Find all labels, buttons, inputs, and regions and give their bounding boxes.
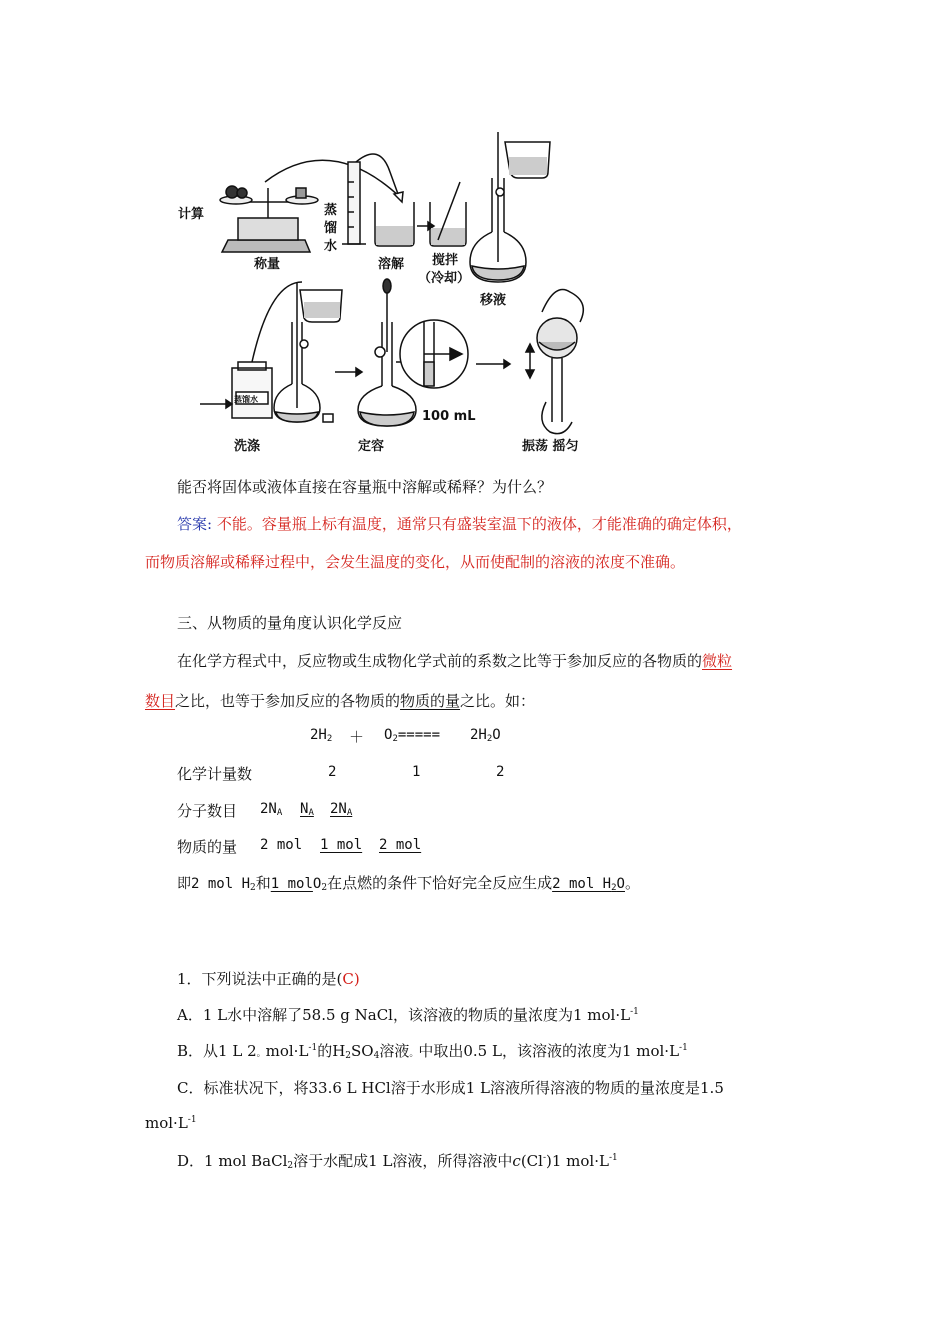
q1-option-c-line2: $mol\cdot L^{-1}$ (145, 1114, 197, 1132)
answer-line-2: 而物质溶解或稀释过程中，会发生温度的变化，从而使配制的溶液的浓度不准确。 (145, 553, 686, 571)
row-amount-c: 2 mol (379, 837, 422, 853)
paragraph-text-1a: 在化学方程式中，反应物或生成物化学式前的系数之比等于参加反应的各物质的 (177, 652, 703, 670)
blank-wuzhideliang: 物质的量 (400, 692, 461, 710)
summary-blank-2: 2 mol $H_2O$ (552, 876, 625, 893)
answer-label: 答案 (177, 515, 208, 533)
label-shake: 振荡 摇匀 (522, 439, 579, 454)
label-cool: （冷却） (418, 271, 471, 286)
answer-text-1: 不能。容量瓶上标有温度，通常只有盛装室温下的液体，才能准确的确定体积， (216, 515, 742, 533)
blank-shumu: 数目 (145, 692, 176, 710)
row-amount-label: 物质的量 (177, 838, 238, 856)
volumetric-flask-wash-drawing (274, 282, 342, 422)
label-transfer: 移液 (480, 293, 507, 308)
paragraph-line-1 (177, 650, 732, 671)
row-coef-c: 2 (496, 764, 505, 780)
section-title: 三、从物质的量角度认识化学反应 (177, 614, 403, 632)
label-water-3: 水 (324, 239, 338, 254)
row-mol-a: $2N_A$ (260, 801, 283, 818)
q1-option-a: A．1 L水中溶解了58.5 g NaCl，该溶液的物质的量浓度为1 $mol\cdot L^{-1}$ (177, 1006, 639, 1024)
shaking-flask-drawing (526, 290, 583, 434)
label-volume: 100 mL (422, 409, 476, 424)
equation-h2: $2H_2$ (310, 727, 333, 744)
label-bottle: 蒸馏水 (234, 395, 258, 404)
row-coef-b: 1 (412, 764, 421, 780)
label-stir: 搅拌 (432, 253, 459, 268)
equation-o2-arrow: $O_2=====$ (384, 727, 441, 744)
row-coef-a: 2 (328, 764, 337, 780)
row-mol-label: 分子数目 (177, 802, 238, 820)
blank-weili: 微粒 (702, 652, 733, 670)
meniscus-zoom-drawing (400, 320, 468, 388)
paragraph-text-2d: 之比。如： (460, 692, 536, 710)
paragraph-text-2b: 之比，也等于参加反应的各物质的 (175, 692, 401, 710)
q1-answer: C (342, 970, 354, 988)
solution-preparation-figure (170, 122, 630, 464)
row-coef-label: 化学计量数 (177, 765, 253, 783)
q1-option-c-line1: C．标准状况下，将33.6 L HCl溶于水形成1 L溶液所得溶液的物质的量浓度是1.5 (177, 1079, 724, 1097)
question-text: 能否将固体或液体直接在容量瓶中溶解或稀释？为什么？ (177, 478, 553, 496)
row-mol-b: $N_A$ (300, 801, 314, 818)
paragraph-line-2 (145, 690, 535, 711)
volumetric-flask-transfer-drawing (470, 132, 550, 282)
equation-plus: ＋ (349, 728, 365, 746)
answer-line-1 (177, 513, 742, 534)
answer-colon: : (207, 515, 217, 533)
q1-stem: 1．下列说法中正确的是(C) (177, 970, 360, 988)
beaker-stir-drawing (430, 182, 466, 246)
row-amount-b: 1 mol (320, 837, 363, 853)
label-wash: 洗涤 (234, 439, 261, 454)
summary-line: 即2 mol $H_2$和1 molO$_2$在点燃的条件下恰好完全反应生成2 mol $H_2O$。 (177, 874, 640, 893)
equation-h2o: $2H_2O$ (470, 727, 501, 744)
label-calc: 计算 (178, 207, 205, 222)
q1-option-d: D．1 mol BaCl$_2$溶于水配成1 L溶液，所得溶液中c(Cl-)1 $mol\cdot L^{-1}$ (177, 1152, 618, 1171)
label-water-1: 蒸 (324, 203, 338, 218)
balance-drawing (220, 186, 318, 252)
label-weigh: 称量 (254, 257, 281, 272)
label-water-2: 馏 (324, 221, 338, 236)
row-mol-c: $2N_A$ (330, 801, 353, 818)
beaker-dissolve-drawing (375, 202, 414, 246)
label-fix: 定容 (358, 439, 385, 454)
summary-blank-1: 1 mol (270, 876, 313, 892)
row-amount-a: 2 mol (260, 837, 303, 853)
q1-option-b: B．从1 L 2。$mol\cdot L^{-1}$的$H_2SO_4$溶液。中取出0.5 L，该溶液的浓度为1 $mol\cdot L^{-1}$ (177, 1042, 688, 1061)
label-dissolve: 溶解 (378, 257, 405, 272)
